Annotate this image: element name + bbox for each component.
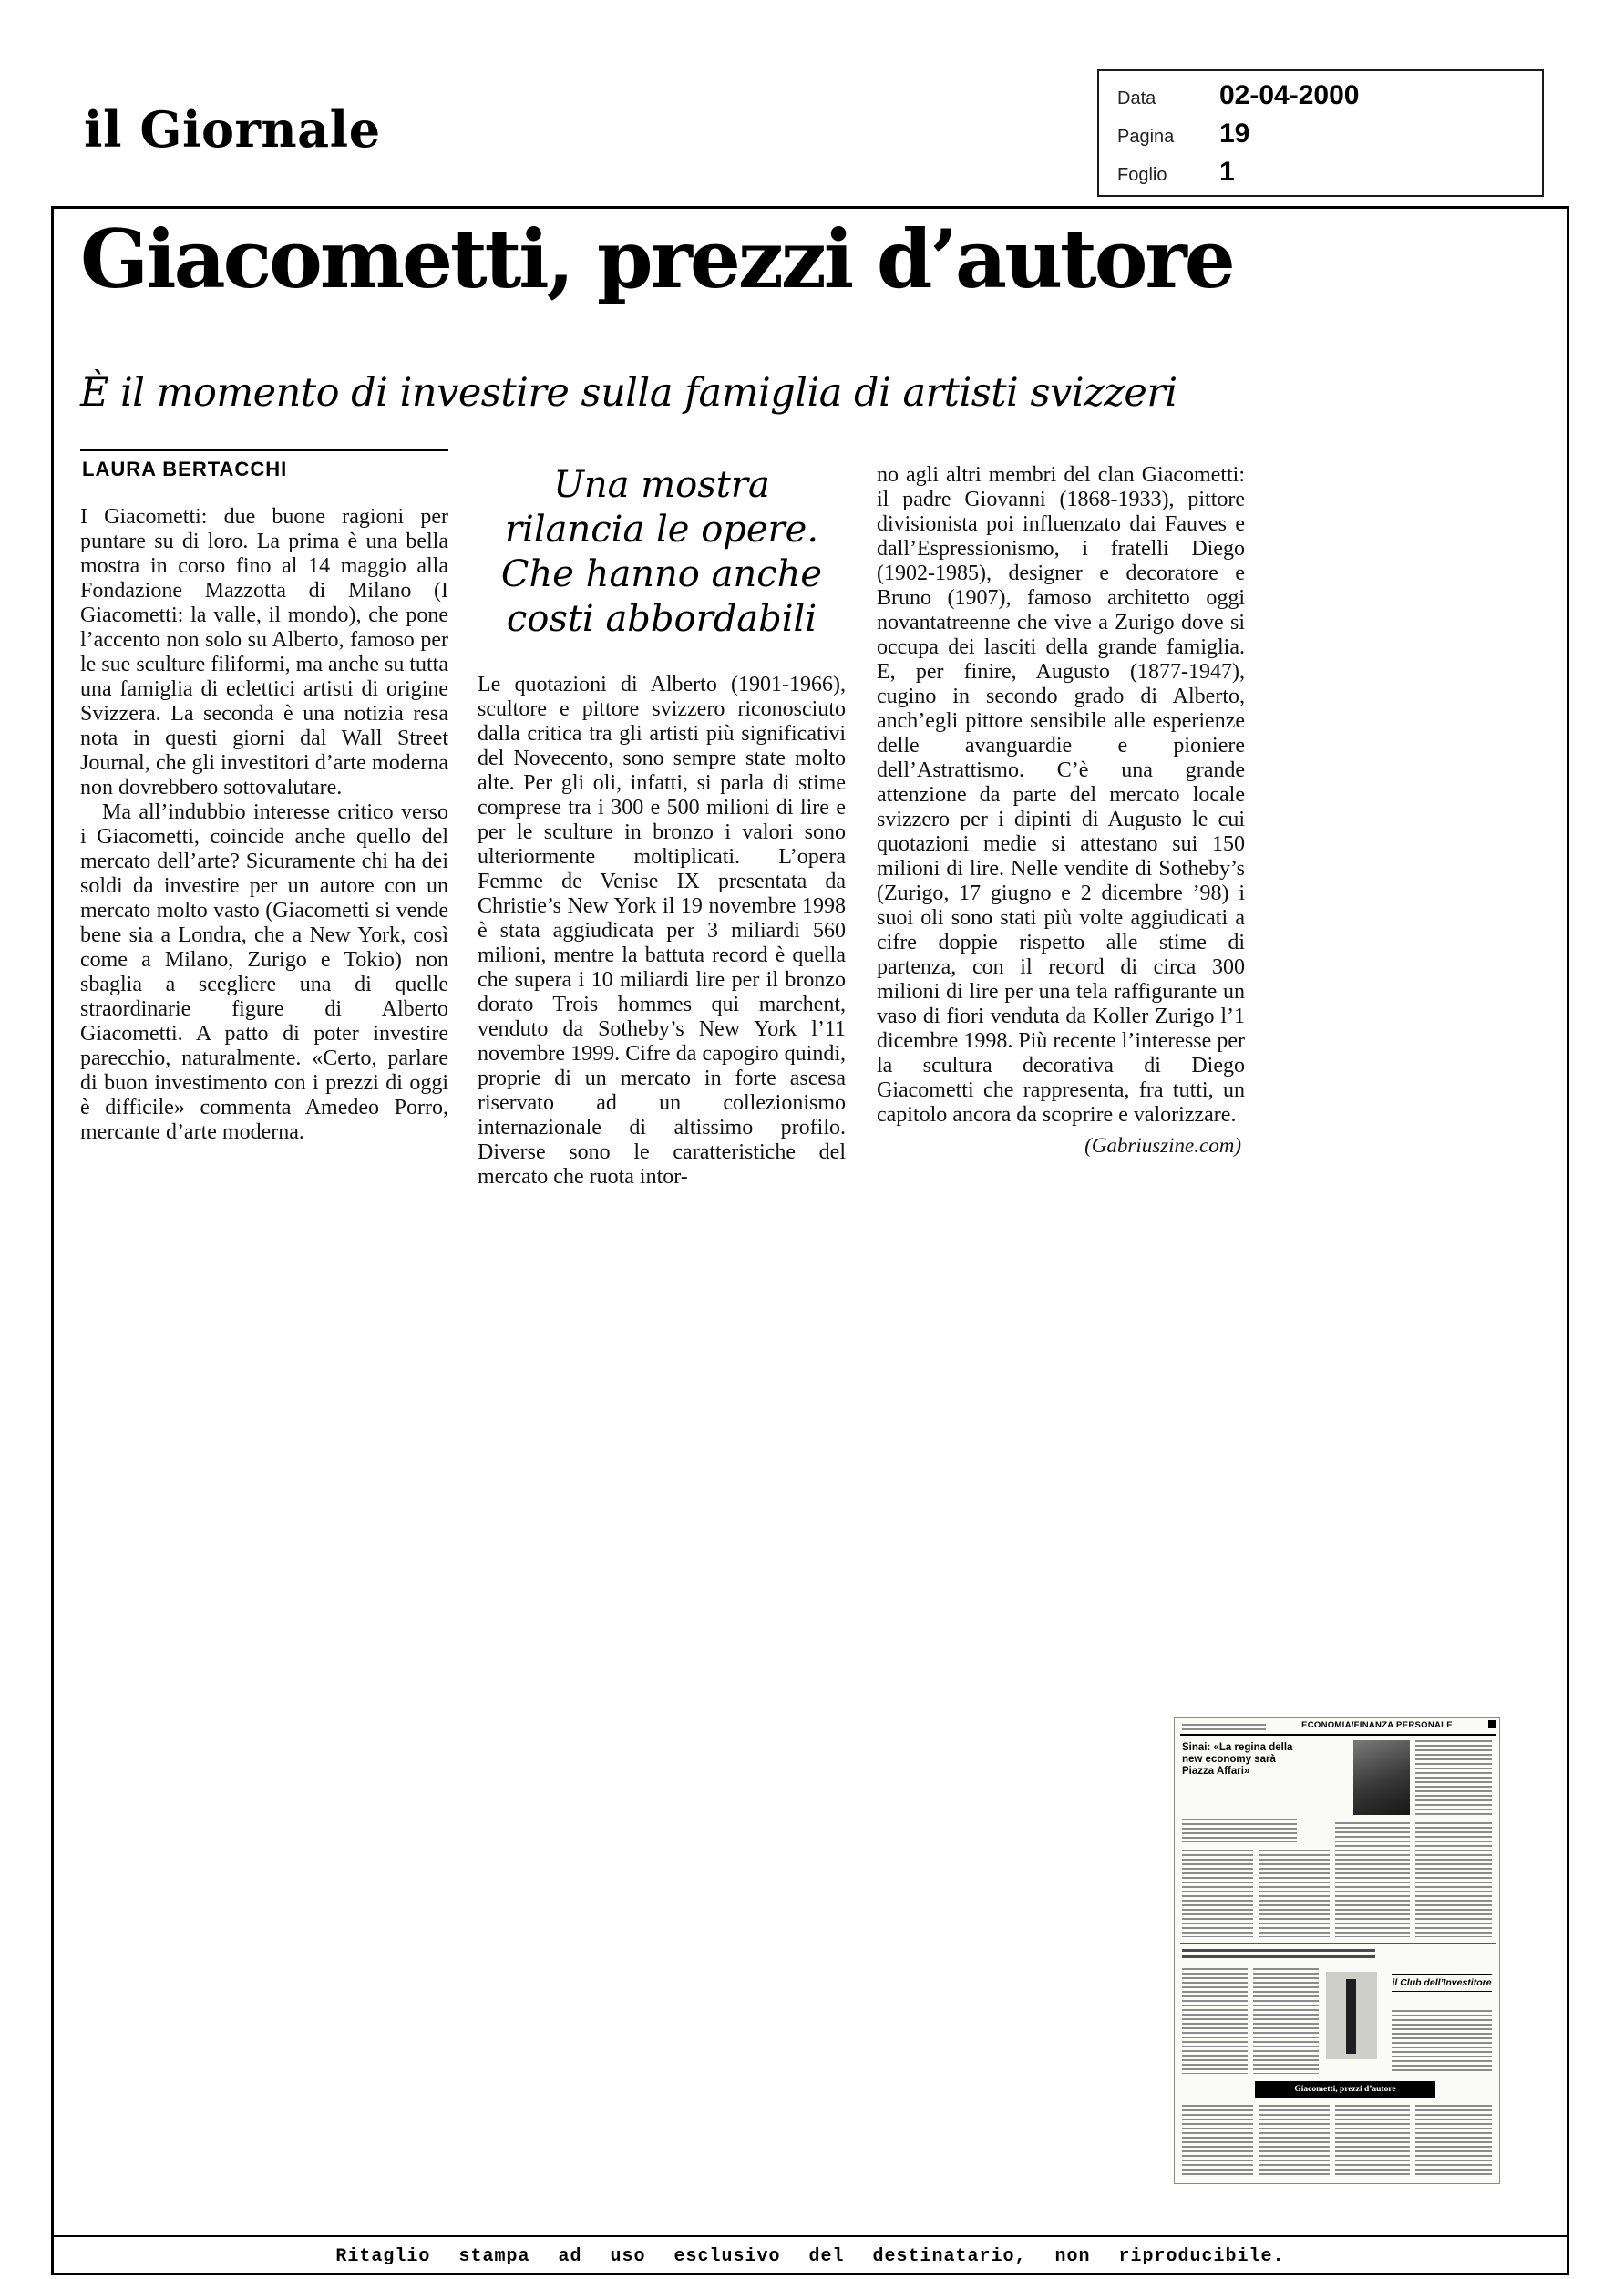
meta-row-date [1117, 80, 1533, 111]
article-byline: LAURA BERTACCHI [80, 449, 448, 490]
thumb-greeked-text [1182, 1968, 1248, 2074]
thumb-clip-headline: Giacometti, prezzi d’autore [1255, 2081, 1435, 2098]
thumb-club-label: il Club dell’Investitore [1392, 1974, 1492, 1992]
thumb-header-rule [1180, 1734, 1496, 1736]
page-value: 19 [1219, 119, 1250, 149]
paragraph: costi abbordabili [506, 598, 817, 640]
thumb-greeked-text [1182, 1819, 1297, 1842]
thumb-greeked-text [1415, 2105, 1492, 2178]
date-value: 02-04-2000 [1219, 80, 1360, 110]
footer-strip [51, 2235, 1569, 2275]
column-3-text [877, 463, 1245, 1128]
thumb-greeked-text [1182, 2105, 1253, 2178]
article-headline: Giacometti, prezzi d’autore [80, 211, 1233, 306]
sheet-label: Foglio [1117, 165, 1167, 185]
newspaper-logo: il Giornale [84, 100, 381, 159]
body-column-2 [478, 463, 846, 1190]
clipping-meta-box [1097, 69, 1544, 197]
thumb-divider-rule [1180, 1943, 1496, 1944]
thumb-corner-mark [1488, 1720, 1496, 1728]
meta-row-page [1117, 119, 1533, 150]
sheet-value: 1 [1219, 157, 1235, 187]
thumb-sculpture-photo [1326, 1972, 1377, 2059]
thumb-greeked-text [1335, 2105, 1410, 2178]
thumb-greeked-text [1253, 1968, 1319, 2074]
thumb-greeked-text [1392, 2010, 1492, 2074]
thumb-greeked-text [1415, 1740, 1492, 1815]
thumb-greeked-text [1259, 1850, 1330, 1937]
paragraph: Una mostra [553, 464, 770, 506]
thumb-greeked-text [1335, 1822, 1410, 1937]
article-signature: (Gabriuszine.com) [1084, 1134, 1241, 1157]
thumb-greeked-text [1415, 1822, 1492, 1937]
page-label: Pagina [1117, 127, 1175, 147]
thumb-kicker-greeked-text [1182, 1724, 1266, 1732]
related-page-thumbnail [1174, 1717, 1500, 2184]
body-column-1 [80, 505, 448, 1145]
date-label: Data [1117, 88, 1156, 108]
paragraph: Le quotazioni di Alberto (1901-1966), scultore e pittore svizzero riconosciuto dalla critica tra gli artisti più significativi del Novecento, sono sempre state molto alte. Per gli oli, infatti, si parla di stime comprese tra i 300 e 500 milioni di lire e per le sculture in bronzo i valori sono ulteriormente moltiplicati. L’opera Femme de Venise IX presentata da Christie’s New York il 19 novembre 1998 è stata aggiudicata per 3 miliardi 560 milioni, mentre la battuta record è quella che supera i 10 miliardi lire per il bronzo dorato Trois hommes qui marchent, venduto da Sotheby’s New York l’11 novembre 1999. Cifre da capogiro quindi, proprie di un mercato in forte ascesa riservato ad un collezionismo internazionale di altissimo profilo. Diverse sono le caratteristiche del mercato che ruota intor- [478, 673, 846, 1189]
meta-row-sheet [1117, 157, 1533, 188]
article-subhead: È il momento di investire sulla famiglia di artisti svizzeri [80, 370, 1177, 416]
paragraph: no agli altri membri del clan Giacometti: il padre Giovanni (1868-1933), pittore divisionista poi influenzato dai Fauves e dall’Espressionismo, i fratelli Diego (1902-1985), designer e decoratore e Bruno (1907), famoso architetto oggi novantatreenne che vive a Zurigo dove si occupa dei lasciti della grande famiglia. E, per finire, Augusto (1877-1947), cugino in secondo grado di Alberto, anch’egli pittore sensibile alle esperienze delle avanguardie e pioniere dell’Astrattismo. C’è una grande attenzione da parte del mercato locale svizzero per i dipinti di Augusto le cui quotazioni medie si attestano sui 150 milioni di lire. Nelle vendite di Sotheby’s (Zurigo, 17 giugno e 2 dicembre ’98) i suoi oli sono stati più volte aggiudicati a cifre doppie rispetto alle stime di partenza, con il record di circa 300 milioni di lire per una tela raffigurante un vaso di fiori venduta da Koller Zurigo l’1 dicembre 1998. Più recente l’interesse per la scultura decorativa di Diego Giacometti che rappresenta, fra tutti, un capitolo ancora da scoprire e valorizzare. [877, 463, 1245, 1127]
footer-notice: Ritaglio stampa ad uso esclusivo del destinatario, non riproducibile. [335, 2245, 1285, 2267]
thumb-portrait-photo [1353, 1740, 1410, 1815]
thumb-section-header: ECONOMIA/FINANZA PERSONALE [1301, 1720, 1453, 1730]
column-2-text [478, 673, 846, 1190]
thumb-sub-headline-greeked [1182, 1949, 1375, 1960]
body-column-3 [877, 463, 1245, 1158]
paragraph: rilancia le opere. [504, 509, 819, 551]
pull-quote [478, 463, 846, 642]
thumb-main-headline: Sinai: «La regina della new economy sarà Piazza Affari» [1182, 1742, 1293, 1777]
paragraph: Ma all’indubbio interesse critico verso i Giacometti, coincide anche quello del mercato dell’arte? Sicuramente chi ha dei soldi da investire per un autore con un mercato molto vasto (Giacometti si vende bene sia a Londra, che a New York, così come a Milano, Zurigo e Tokio) non sbaglia a scegliere una di quelle straordinarie figure di Alberto Giacometti. A patto di poter investire parecchio, naturalmente. «Certo, parlare di buon investimento con i prezzi di oggi è difficile» commenta Amedeo Porro, mercante d’arte moderna. [80, 800, 448, 1144]
paragraph: I Giacometti: due buone ragioni per puntare su di loro. La prima è una bella mostra in corso fino al 14 maggio alla Fondazione Mazzotta di Milano (I Giacometti: la valle, il mondo), che pone l’accento non solo su Alberto, famoso per le sue sculture filiformi, ma anche su tutta una famiglia di eclettici artisti di origine Svizzera. La seconda è una notizia resa nota in questi giorni dal Wall Street Journal, che gli investitori d’arte moderna non dovrebbero sottovalutare. [80, 505, 448, 799]
thumb-greeked-text [1182, 1850, 1253, 1937]
thumb-greeked-text [1259, 2105, 1330, 2178]
paragraph: Che hanno anche [500, 553, 823, 595]
